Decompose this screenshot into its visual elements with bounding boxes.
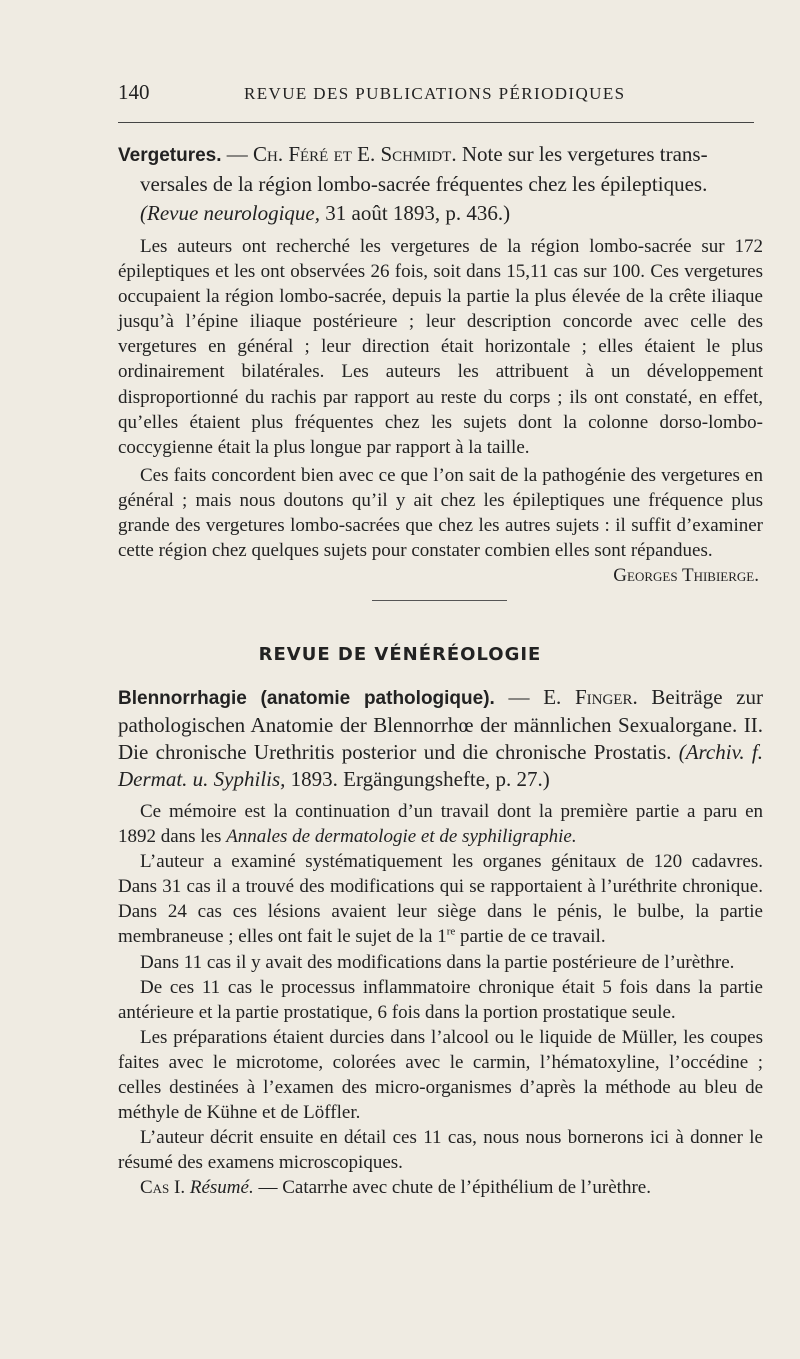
title-dash: — <box>221 142 253 166</box>
title-dash: — <box>494 685 544 709</box>
title-text: Note sur les vergetures trans- <box>456 142 708 166</box>
article-title <box>118 684 763 793</box>
article-term: Blennorrhagie (anatomie pathologique). <box>118 688 495 709</box>
signature: Georges Thibierge. <box>613 565 759 587</box>
paragraph: Ces faits concordent bien avec ce que l’on sait de la pathogénie des vergetures en général ; mais nous doutons qu’il y ait chez les épileptiques une fréquence plus grande des vergetures lombo-sacrées que chez les autres sujets : il suffit d’examiner cette région chez quelques sujets pour constater combien elles sont répandues. Georges Thibierge. <box>118 463 763 563</box>
page-number: 140 <box>118 80 150 104</box>
article-author: E. Finger. <box>543 685 638 709</box>
title-line-2: versales de la région lombo-sacrée fréquentes chez les épileptiques. <box>140 172 708 196</box>
paragraph: L’auteur a examiné systématiquement les organes génitaux de 120 cadavres. Dans 31 cas il a trouvé des modifications qui se rapportaient à l’uréthrite chronique. Dans 24 cas ces lésions avaient leur siège dans le pénis, le bulbe, la partie membraneuse ; elles ont fait le sujet de la 1re partie de ce travail. <box>118 851 763 948</box>
article-blennorrhagie <box>118 684 763 1201</box>
section-divider <box>372 600 507 601</box>
article-title <box>118 140 763 228</box>
paragraph: Les préparations étaient durcies dans l’alcool ou le liquide de Müller, les coupes faites avec le microtome, colorées avec le carmin, l’hématoxyline, l’occédine ; celles destinées à l’examen des micro-organismes d’après la méthode au bleu de méthyle de Kühne et de Löffler. <box>118 1026 763 1124</box>
article-citation: (Revue neurologique, 31 août 1893, p. 436.) <box>140 201 511 225</box>
section-title: REVUE DE VÉNÉRÉOLOGIE <box>258 644 542 665</box>
paragraph: L’auteur décrit ensuite en détail ces 11 cas, nous nous bornerons ici à donner le résumé des examens microscopiques. <box>118 1127 763 1174</box>
paragraph: Les auteurs ont recherché les vergetures de la région lombo-sacrée sur 172 épileptiques et les ont observées 26 fois, soit dans 15,11 cas sur 100. Ces vergetures occupaient la région lombo-sacrée, depuis la partie la plus élevée de la crête iliaque jusqu’à l’épine iliaque postérieure ; leur description concorde avec celle des vergetures en général ; leur direction était horizontale ; elles étaient le plus ordinairement bilatérales. Les auteurs les attribuent à un développement disproportionné du rachis par rapport au reste du corps ; ils ont constaté, en effet, qu’elles étaient plus fréquentes chez les sujets dont la colonne dorso-lombo-coccygienne était la plus longue par rapport à la taille. <box>118 236 763 458</box>
paragraph: Ce mémoire est la continuation d’un travail dont la première partie a paru en 1892 dans les Annales de dermatologie et de syphiligraphie. <box>118 801 763 848</box>
article-authors: Ch. Féré et E. Schmidt. <box>253 142 457 166</box>
running-title: REVUE DES PUBLICATIONS PÉRIODIQUES <box>244 84 626 103</box>
citation-details: 1893. Ergängungshefte, p. 27.) <box>285 767 550 791</box>
title-text: Beiträge zur pathologischen Anatomie der Blennorrhœ der männlichen Sexualorgane. II. Die chronische Urethritis posterior und die chronische Prostatis. <box>118 685 764 764</box>
header-rule <box>118 122 754 123</box>
article-vergetures <box>118 140 763 588</box>
citation-journal: (Archiv. f. Dermat. u. Syphilis, <box>118 740 764 791</box>
article-term: Vergetures. <box>118 145 222 166</box>
paragraph: De ces 11 cas le processus inflammatoire chronique était 5 fois dans la partie antérieure et la partie prostatique, 6 fois dans la portion prostatique seule. <box>118 976 763 1023</box>
paragraph: Cas I. Résumé. — Catarrhe avec chute de l’épithélium de l’urèthre. <box>140 1177 651 1199</box>
paragraph: Dans 11 cas il y avait des modifications dans la partie postérieure de l’urèthre. <box>140 951 735 973</box>
